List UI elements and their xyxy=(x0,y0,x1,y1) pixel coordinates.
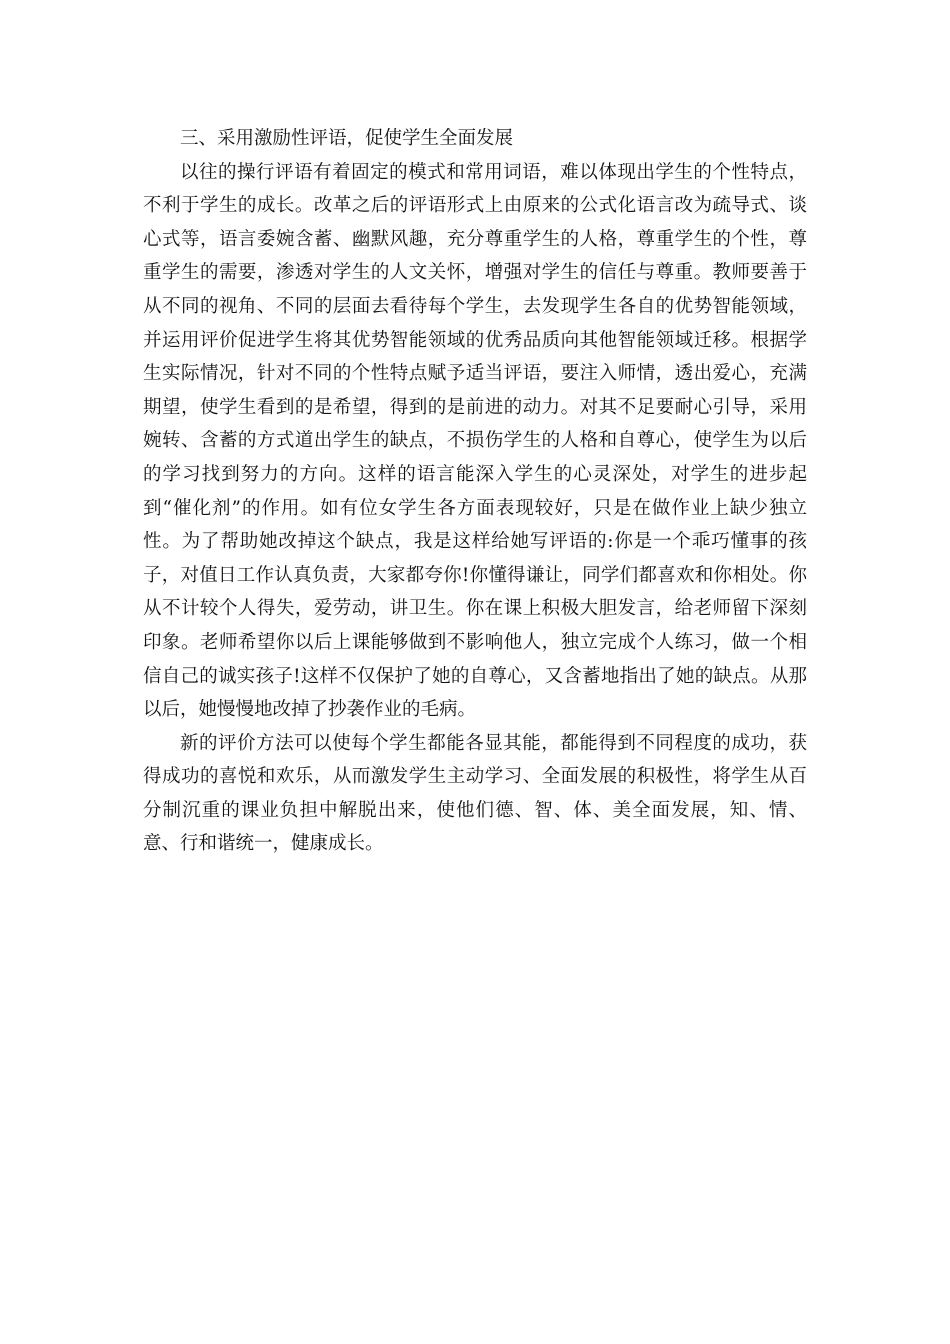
section-heading: 三、采用激励性评语，促使学生全面发展 xyxy=(180,128,514,149)
body-paragraph-1: 以往的操行评语有着固定的模式和常用词语，难以体现出学生的个性特点，不利于学生的成长。改革之后的评语形式上由原来的公式化语言改为疏导式、谈心式等，语言委婉含蓄、幽默风趣，充分尊重学生的人格，尊重学生的个性，尊重学生的需要，渗透对学生的人文关怀，增强对学生的信任与尊重。教师要善于从不同的视角、不同的层面去看待每个学生，去发现学生各自的优势智能领域，并运用评价促进学生将其优势智能领域的优秀品质向其他智能领域迁移。根据学生实际情况，针对不同的个性特点赋予适当评语，要注入师情，透出爱心，充满期望，使学生看到的是希望，得到的是前进的动力。对其不足要耐心引导，采用婉转、含蓄的方式道出学生的缺点，不损伤学生的人格和自尊心，使学生为以后的学习找到努力的方向。这样的语言能深入学生的心灵深处，对学生的进步起到“催化剂”的作用。如有位女学生各方面表现较好，只是在做作业上缺少独立性。为了帮助她改掉这个缺点，我是这样给她写评语的:你是一个乖巧懂事的孩子，对值日工作认真负责，大家都夸你!你懂得谦让，同学们都喜欢和你相处。你从不计较个人得失，爱劳动，讲卫生。你在课上积极大胆发言，给老师留下深刻印象。老师希望你以后上课能够做到不影响他人，独立完成个人练习，做一个相信自己的诚实孩子!这样不仅保护了她的自尊心，又含蓄地指出了她的缺点。从那以后，她慢慢地改掉了抄袭作业的毛病。 xyxy=(143,161,808,721)
body-paragraph-2: 新的评价方法可以使每个学生都能各显其能，都能得到不同程度的成功，获得成功的喜悦和欢乐，从而激发学生主动学习、全面发展的积极性，将学生从百分制沉重的课业负担中解脱出来，使他们德、智、体、美全面发展，知、情、意、行和谐统一，健康成长。 xyxy=(143,732,807,855)
document-body xyxy=(143,122,807,861)
